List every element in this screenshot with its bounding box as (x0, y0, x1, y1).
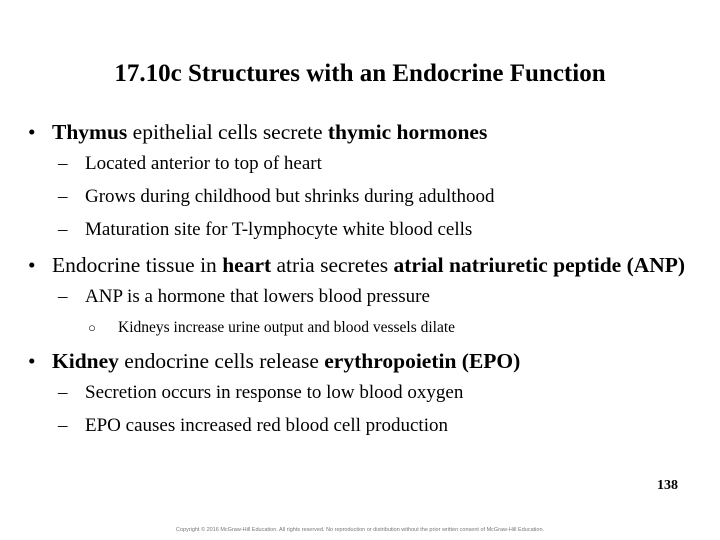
bullet-list (28, 118, 708, 447)
sub-bullet-text: Grows during childhood but shrinks during adulthood (85, 186, 495, 207)
dash-marker: – (58, 382, 68, 403)
sub-bullet-text: Located anterior to top of heart (85, 153, 322, 174)
sub-bullet-item (28, 218, 708, 242)
sub-sub-bullet-text: Kidneys increase urine output and blood vessels dilate (118, 319, 456, 336)
dash-marker: – (58, 286, 68, 307)
sub-bullet-text: EPO causes increased red blood cell production (85, 415, 448, 436)
dash-marker: – (58, 415, 68, 436)
sub-bullet-item (28, 185, 708, 209)
bullet-text: Endocrine tissue in heart atria secretes atrial natriuretic peptide (ANP) (52, 253, 686, 277)
slide-title: 17.10c Structures with an Endocrine Function (114, 60, 606, 87)
bullet-item (28, 347, 708, 375)
bullet-text: Thymus epithelial cells secrete thymic hormones (52, 120, 488, 144)
bold-term: Thymus (52, 120, 128, 144)
bold-term: atrial natriuretic peptide (ANP) (393, 253, 686, 277)
sub-sub-bullet-item (28, 318, 708, 338)
bullet-marker: • (28, 349, 36, 373)
circle-marker: ○ (88, 320, 96, 335)
dash-marker: – (58, 186, 68, 207)
bullet-marker: • (28, 253, 36, 277)
sub-bullet-text: Secretion occurs in response to low blood oxygen (85, 382, 464, 403)
bullet-item (28, 251, 708, 279)
dash-marker: – (58, 153, 68, 174)
bullet-marker: • (28, 120, 36, 144)
dash-marker: – (58, 219, 68, 240)
page-number: 138 (657, 478, 678, 493)
bold-term: Kidney (52, 349, 119, 373)
sub-bullet-text: Maturation site for T-lymphocyte white blood cells (85, 219, 473, 240)
bullet-item (28, 118, 708, 146)
sub-bullet-item (28, 285, 708, 309)
sub-bullet-item (28, 414, 708, 438)
bold-term: heart (222, 253, 272, 277)
bold-term: erythropoietin (EPO) (324, 349, 521, 373)
sub-bullet-item (28, 152, 708, 176)
sub-bullet-item (28, 381, 708, 405)
bold-term: thymic hormones (327, 120, 488, 144)
sub-bullet-text: ANP is a hormone that lowers blood pressure (85, 286, 430, 307)
copyright-notice: Copyright © 2016 McGraw-Hill Education. All rights reserved. No reproduction or distribution without the prior written consent of McGraw-Hill Education. (175, 527, 545, 533)
bullet-text: Kidney endocrine cells release erythropoietin (EPO) (52, 349, 521, 373)
